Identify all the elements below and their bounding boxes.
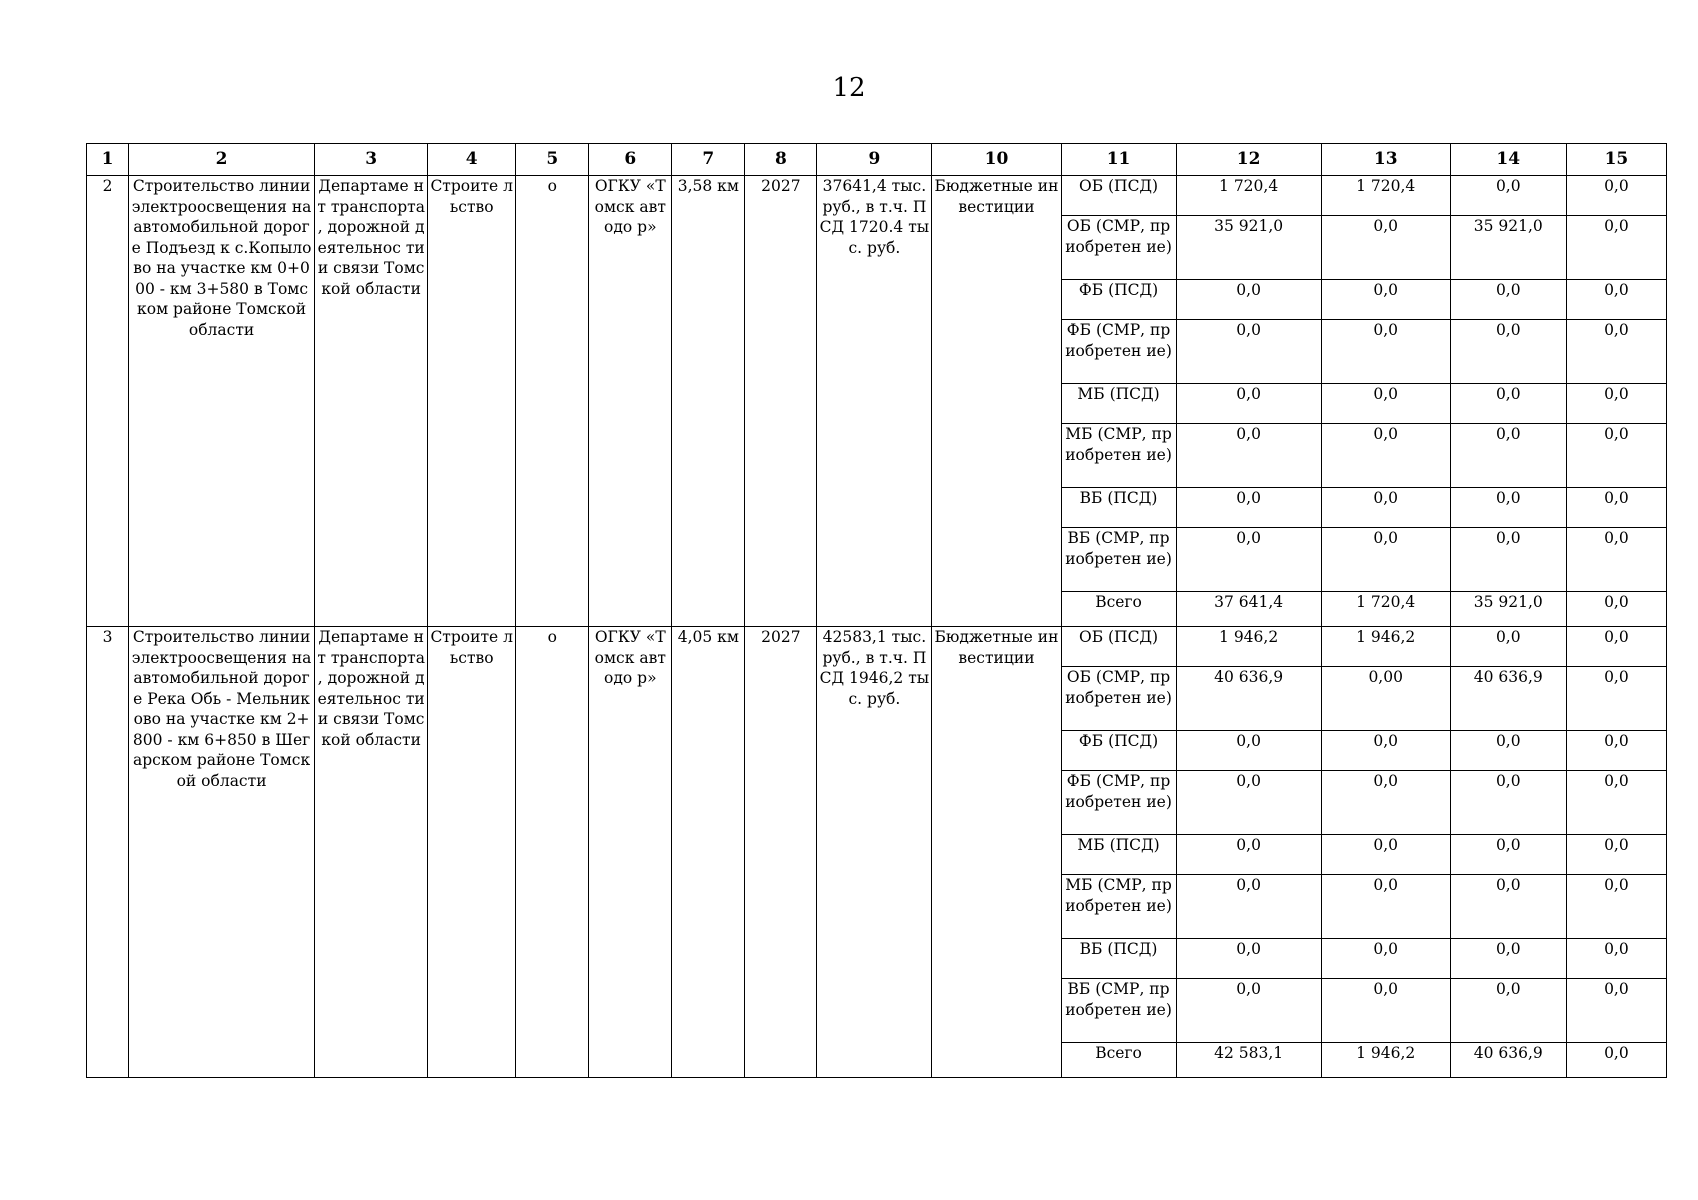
funding-source: ОБ (ПСД) xyxy=(1061,627,1176,667)
funding-value: 0,0 xyxy=(1321,875,1450,939)
funding-value: 0,0 xyxy=(1450,320,1566,384)
funding-value: 40 636,9 xyxy=(1450,667,1566,731)
funding-value: 0,0 xyxy=(1321,280,1450,320)
funding-value: 1 946,2 xyxy=(1321,1043,1450,1078)
funding-value: 0,0 xyxy=(1566,320,1666,384)
funding-value: 42 583,1 xyxy=(1176,1043,1321,1078)
funding-value: 0,0 xyxy=(1176,979,1321,1043)
funding-value: 0,0 xyxy=(1450,424,1566,488)
funding-value: 0,0 xyxy=(1176,488,1321,528)
client-organization: ОГКУ «Томск автодо р» xyxy=(589,176,672,627)
funding-source: ОБ (СМР, приобретен ие) xyxy=(1061,667,1176,731)
header-cell: 13 xyxy=(1321,144,1450,176)
funding-value: 0,0 xyxy=(1450,939,1566,979)
header-cell: 5 xyxy=(516,144,589,176)
funding-source: МБ (СМР, приобретен ие) xyxy=(1061,875,1176,939)
funding-value: 0,0 xyxy=(1176,731,1321,771)
funding-value: 0,0 xyxy=(1321,731,1450,771)
funding-source: ВБ (СМР, приобретен ие) xyxy=(1061,979,1176,1043)
funding-value: 0,0 xyxy=(1321,216,1450,280)
funding-value: 0,0 xyxy=(1450,771,1566,835)
funding-source: Всего xyxy=(1061,1043,1176,1078)
funding-value: 0,0 xyxy=(1450,488,1566,528)
funding-value: 0,0 xyxy=(1566,424,1666,488)
funding-value: 0,0 xyxy=(1566,176,1666,216)
funding-value: 0,0 xyxy=(1566,875,1666,939)
funding-value: 0,0 xyxy=(1450,731,1566,771)
funding-source: ВБ (ПСД) xyxy=(1061,939,1176,979)
funding-value: 0,0 xyxy=(1176,320,1321,384)
header-cell: 15 xyxy=(1566,144,1666,176)
funding-value: 40 636,9 xyxy=(1176,667,1321,731)
funding-value: 0,0 xyxy=(1176,835,1321,875)
header-row xyxy=(87,144,1667,176)
responsible-department: Департаме нт транспорта , дорожной деятельнос ти и связи Томской области xyxy=(315,176,428,627)
funding-value: 0,0 xyxy=(1321,384,1450,424)
funding-value: 37 641,4 xyxy=(1176,592,1321,627)
work-type: Строите льство xyxy=(428,176,516,627)
funding-value: 0,0 xyxy=(1321,835,1450,875)
object-name: Строительство линии электроосвещения на автомобильной дороге Река Обь - Мельниково на участке км 2+800 - км 6+850 в Шегарском районе Томской области xyxy=(129,627,315,1078)
funding-value: 0,0 xyxy=(1321,320,1450,384)
funding-value: 0,0 xyxy=(1321,528,1450,592)
funding-source: МБ (ПСД) xyxy=(1061,835,1176,875)
funding-value: 0,0 xyxy=(1566,592,1666,627)
table-header xyxy=(87,144,1667,176)
funding-source: ФБ (ПСД) xyxy=(1061,280,1176,320)
table-row xyxy=(87,176,1667,216)
stage-marker: о xyxy=(516,176,589,627)
funding-value: 1 946,2 xyxy=(1321,627,1450,667)
funding-value: 0,0 xyxy=(1566,979,1666,1043)
funding-source: ОБ (ПСД) xyxy=(1061,176,1176,216)
header-cell: 12 xyxy=(1176,144,1321,176)
header-cell: 3 xyxy=(315,144,428,176)
funding-value: 0,0 xyxy=(1321,979,1450,1043)
funding-value: 0,0 xyxy=(1450,875,1566,939)
header-cell: 6 xyxy=(589,144,672,176)
funding-value: 1 720,4 xyxy=(1176,176,1321,216)
header-cell: 14 xyxy=(1450,144,1566,176)
header-cell: 1 xyxy=(87,144,129,176)
page-number: 12 xyxy=(832,73,866,103)
funding-value: 0,0 xyxy=(1566,488,1666,528)
funding-source: МБ (ПСД) xyxy=(1061,384,1176,424)
object-name: Строительство линии электроосвещения на автомобильной дороге Подъезд к с.Копылово на участке км 0+000 - км 3+580 в Томском районе Томской области xyxy=(129,176,315,627)
funding-source: МБ (СМР, приобретен ие) xyxy=(1061,424,1176,488)
funding-value: 0,0 xyxy=(1321,939,1450,979)
funding-value: 0,0 xyxy=(1450,979,1566,1043)
object-number: 3 xyxy=(87,627,129,1078)
funding-source: ВБ (СМР, приобретен ие) xyxy=(1061,528,1176,592)
funding-value: 0,0 xyxy=(1450,384,1566,424)
funding-value: 0,0 xyxy=(1450,835,1566,875)
investment-form: Бюджетные инвестиции xyxy=(932,627,1061,1078)
table-body xyxy=(87,176,1667,1078)
header-cell: 7 xyxy=(672,144,745,176)
funding-value: 0,0 xyxy=(1566,731,1666,771)
funding-value: 0,0 xyxy=(1566,280,1666,320)
funding-value: 0,0 xyxy=(1176,875,1321,939)
funding-source: ФБ (ПСД) xyxy=(1061,731,1176,771)
funding-value: 0,0 xyxy=(1450,176,1566,216)
funding-value: 0,0 xyxy=(1321,488,1450,528)
funding-value: 0,0 xyxy=(1176,384,1321,424)
funding-value: 0,0 xyxy=(1176,528,1321,592)
funding-value: 0,0 xyxy=(1566,667,1666,731)
funding-value: 0,0 xyxy=(1566,1043,1666,1078)
investment-form: Бюджетные инвестиции xyxy=(932,176,1061,627)
object-capacity: 3,58 км xyxy=(672,176,745,627)
funding-value: 1 946,2 xyxy=(1176,627,1321,667)
funding-value: 0,0 xyxy=(1566,528,1666,592)
funding-value: 35 921,0 xyxy=(1450,216,1566,280)
funding-value: 0,0 xyxy=(1566,216,1666,280)
work-type: Строите льство xyxy=(428,627,516,1078)
header-cell: 11 xyxy=(1061,144,1176,176)
funding-value: 0,0 xyxy=(1566,835,1666,875)
commissioning-year: 2027 xyxy=(745,627,817,1078)
responsible-department: Департаме нт транспорта , дорожной деятельнос ти и связи Томской области xyxy=(315,627,428,1078)
funding-value: 0,0 xyxy=(1321,424,1450,488)
funding-value: 0,00 xyxy=(1321,667,1450,731)
funding-value: 0,0 xyxy=(1450,528,1566,592)
client-organization: ОГКУ «Томск автодо р» xyxy=(589,627,672,1078)
funding-source: Всего xyxy=(1061,592,1176,627)
funding-value: 35 921,0 xyxy=(1176,216,1321,280)
funding-value: 40 636,9 xyxy=(1450,1043,1566,1078)
investment-table xyxy=(86,143,1667,1078)
funding-source: ФБ (СМР, приобретен ие) xyxy=(1061,771,1176,835)
funding-value: 1 720,4 xyxy=(1321,176,1450,216)
funding-value: 1 720,4 xyxy=(1321,592,1450,627)
funding-value: 0,0 xyxy=(1450,280,1566,320)
header-cell: 4 xyxy=(428,144,516,176)
funding-value: 0,0 xyxy=(1176,424,1321,488)
funding-value: 0,0 xyxy=(1566,384,1666,424)
header-cell: 10 xyxy=(932,144,1061,176)
header-cell: 8 xyxy=(745,144,817,176)
funding-value: 0,0 xyxy=(1566,627,1666,667)
funding-value: 0,0 xyxy=(1566,771,1666,835)
estimated-cost: 42583,1 тыс. руб., в т.ч. ПСД 1946,2 тыс. руб. xyxy=(817,627,932,1078)
stage-marker: о xyxy=(516,627,589,1078)
funding-value: 0,0 xyxy=(1176,280,1321,320)
table-row xyxy=(87,627,1667,667)
object-number: 2 xyxy=(87,176,129,627)
estimated-cost: 37641,4 тыс. руб., в т.ч. ПСД 1720.4 тыс. руб. xyxy=(817,176,932,627)
funding-value: 0,0 xyxy=(1566,939,1666,979)
funding-value: 0,0 xyxy=(1450,627,1566,667)
funding-value: 0,0 xyxy=(1176,939,1321,979)
header-cell: 2 xyxy=(129,144,315,176)
header-cell: 9 xyxy=(817,144,932,176)
funding-value: 0,0 xyxy=(1321,771,1450,835)
funding-value: 35 921,0 xyxy=(1450,592,1566,627)
funding-source: ОБ (СМР, приобретен ие) xyxy=(1061,216,1176,280)
funding-value: 0,0 xyxy=(1176,771,1321,835)
commissioning-year: 2027 xyxy=(745,176,817,627)
object-capacity: 4,05 км xyxy=(672,627,745,1078)
funding-source: ВБ (ПСД) xyxy=(1061,488,1176,528)
funding-source: ФБ (СМР, приобретен ие) xyxy=(1061,320,1176,384)
